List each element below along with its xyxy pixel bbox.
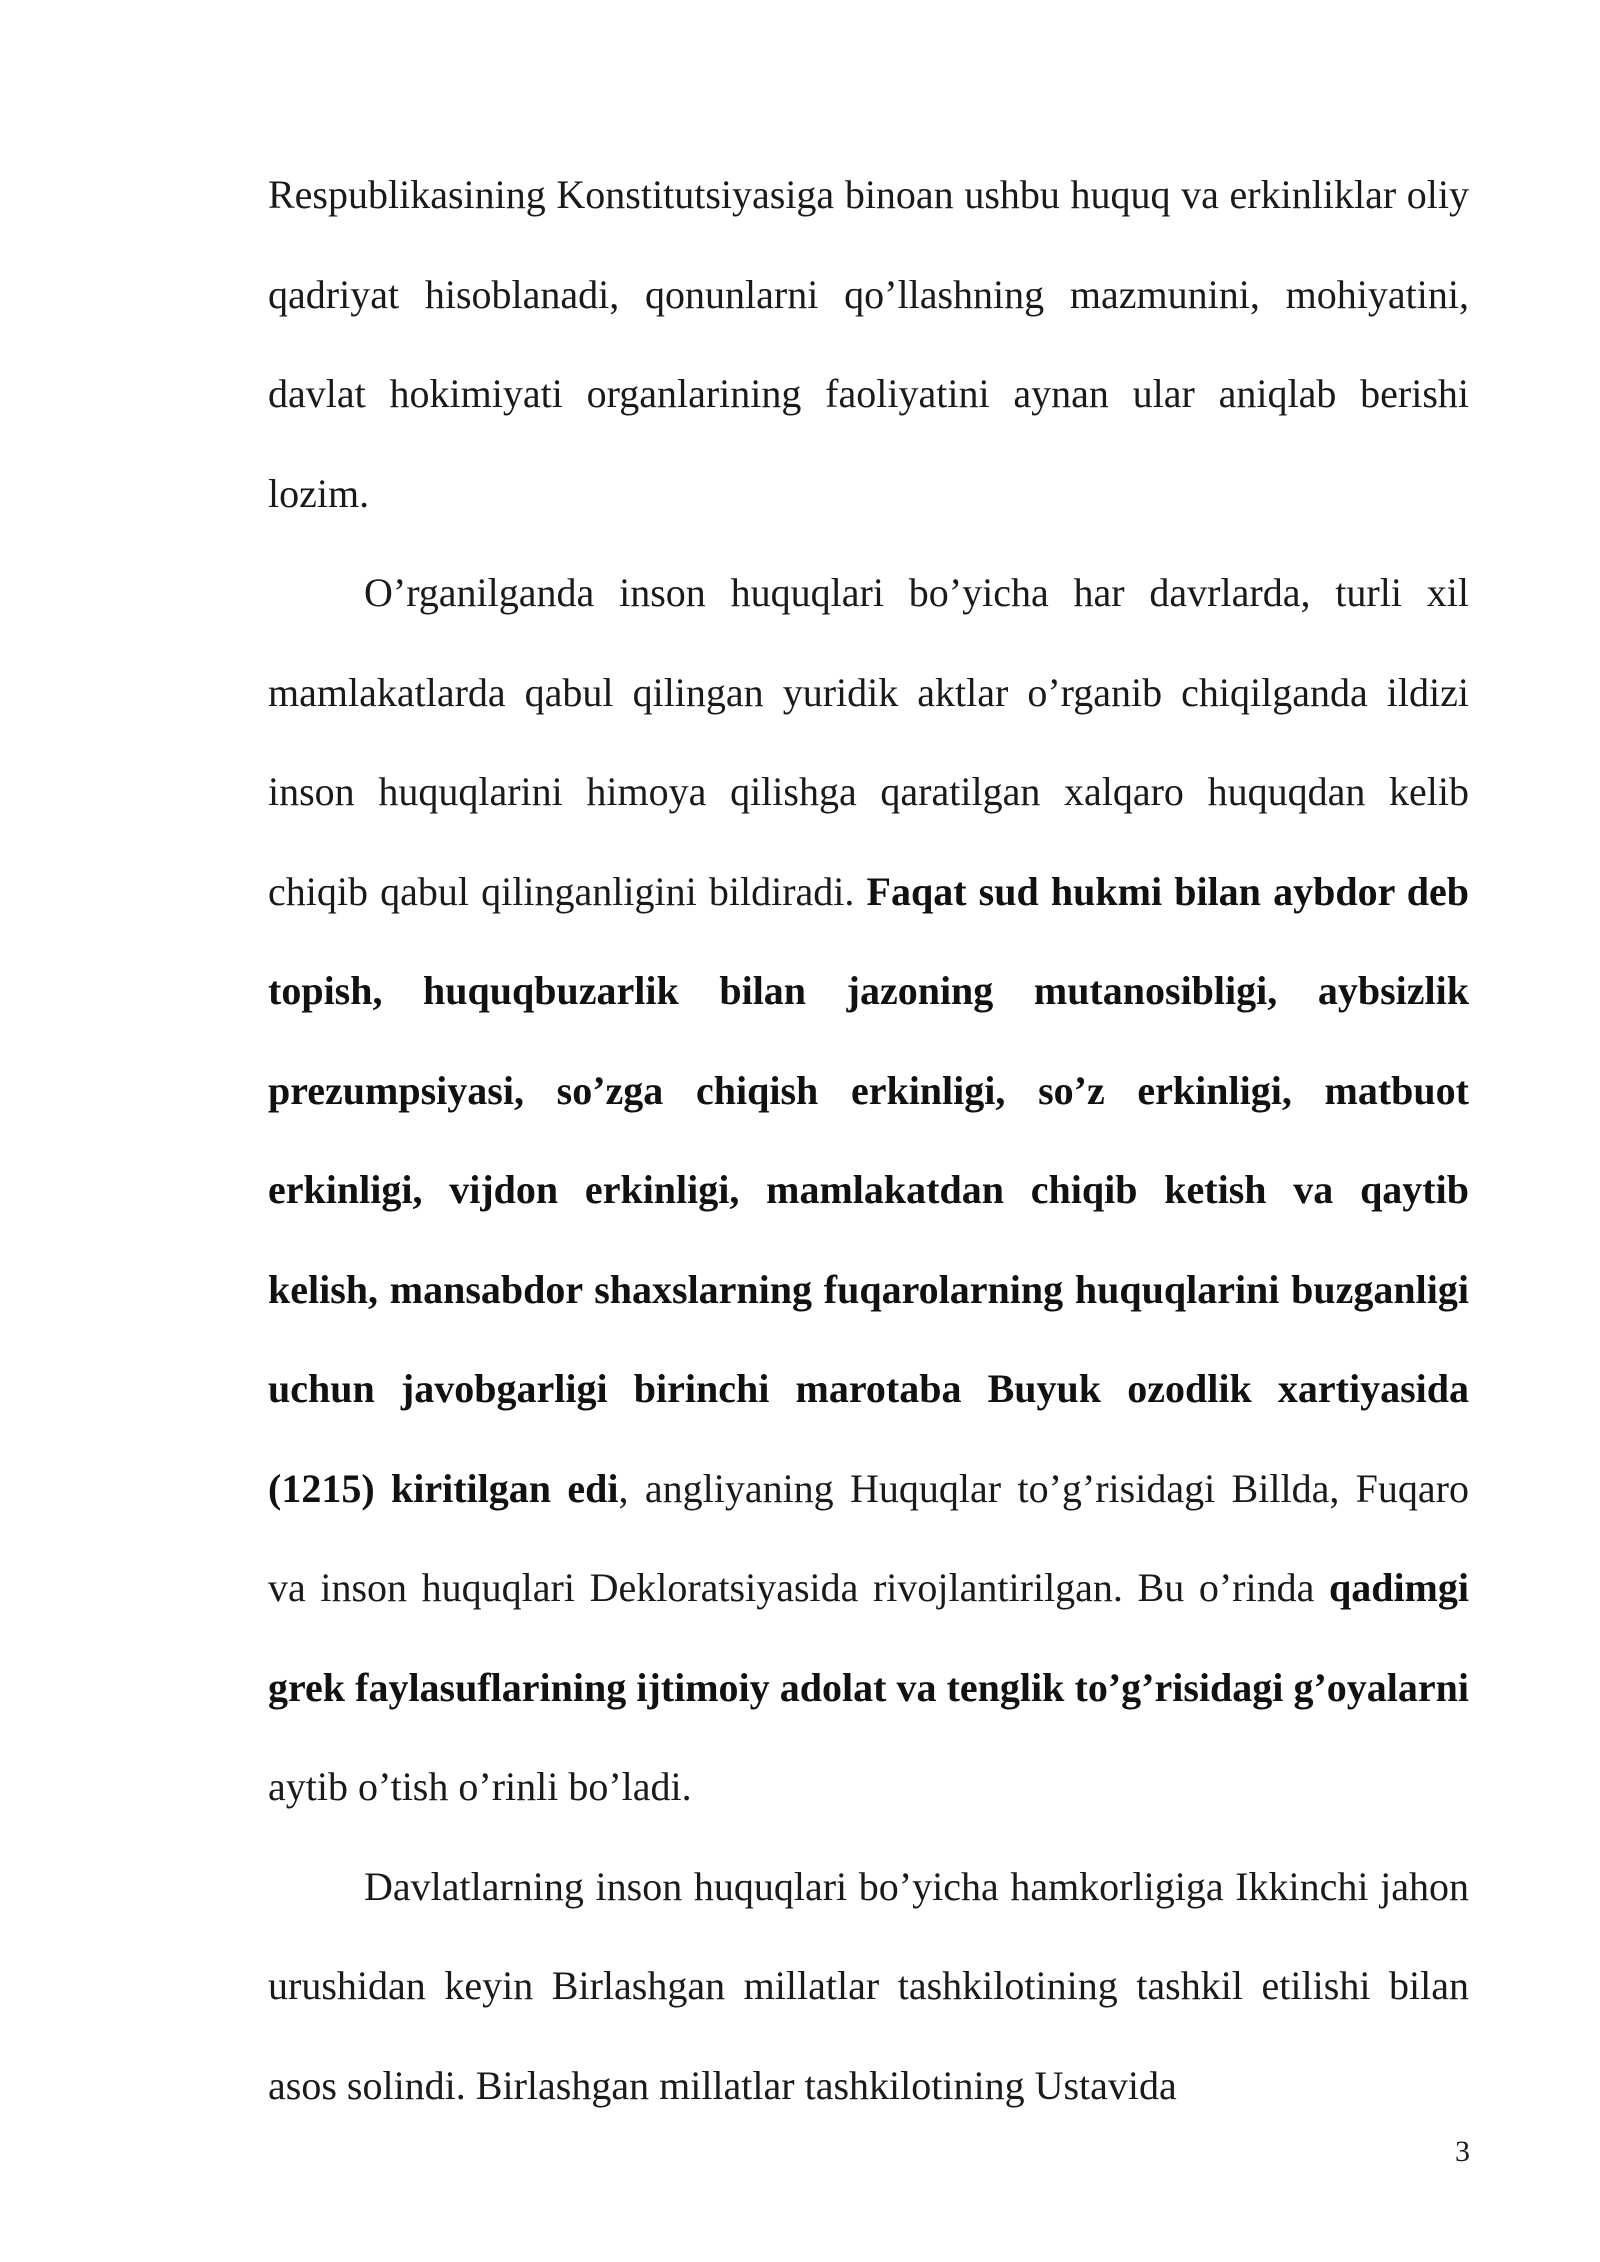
bold-text-run: Faqat sud hukmi bilan aybdor deb topish, huquqbuzarlik bilan jazoning mutanosibligi, aybsizlik prezumpsiyasi, so’zga chiqish erkinligi, so’z erkinligi, matbuot erkinligi, vijdon erkinligi, mamlakatdan chiqib ketish va qaytib kelish, mansabdor shaxslarning fuqarolarning huquqlarini buzganligi uchun javobgarligi birinchi marotaba Buyuk ozodlik xartiyasida (1215) kiritilgan edi xyxy=(268,868,1470,1511)
paragraph-1 xyxy=(268,145,1469,543)
bold-text-run: qadimgi grek faylasuflarining ijtimoiy adolat va tenglik to’g’risidagi g’oyalarni xyxy=(268,1565,1469,1710)
text-run: Davlatlarning inson huquqlari bo’yicha hamkorligiga Ikkinchi jahon urushidan keyin Birlashgan millatlar tashkilotining tashkil etilishi bilan asos solindi. Birlashgan millatlar tashkilotining Ustavida xyxy=(268,1863,1469,2108)
paragraph-2 xyxy=(268,543,1469,1837)
text-run: aytib o’tish o’rinli bo’ladi. xyxy=(268,1764,692,1809)
body-text xyxy=(268,145,1469,2135)
text-run: Respublikasining Konstitutsiyasiga binoan ushbu huquq va erkinliklar oliy qadriyat hisoblanadi, qonunlarni qo’llashning mazmunini, mohiyatini, davlat hokimiyati organlarining faoliyatini aynan ular aniqlab berishi lozim. xyxy=(268,172,1469,516)
paragraph-3 xyxy=(268,1837,1469,2136)
text-run: , angliyaning Huquqlar to’g’risidagi Billda, Fuqaro va inson huquqlari Dekloratsiyasida rivojlantirilgan. Bu o’rinda xyxy=(268,1465,1469,1610)
text-run: O’rganilganda inson huquqlari bo’yicha har davrlarda, turli xil mamlakatlarda qabul qilingan yuridik aktlar o’rganib chiqilganda ildizi inson huquqlarini himoya qilishga qaratilgan xalqaro huquqdan kelib chiqib qabul qilinganligini bildiradi. xyxy=(268,570,1469,914)
page-number: 3 xyxy=(1455,2135,1470,2168)
